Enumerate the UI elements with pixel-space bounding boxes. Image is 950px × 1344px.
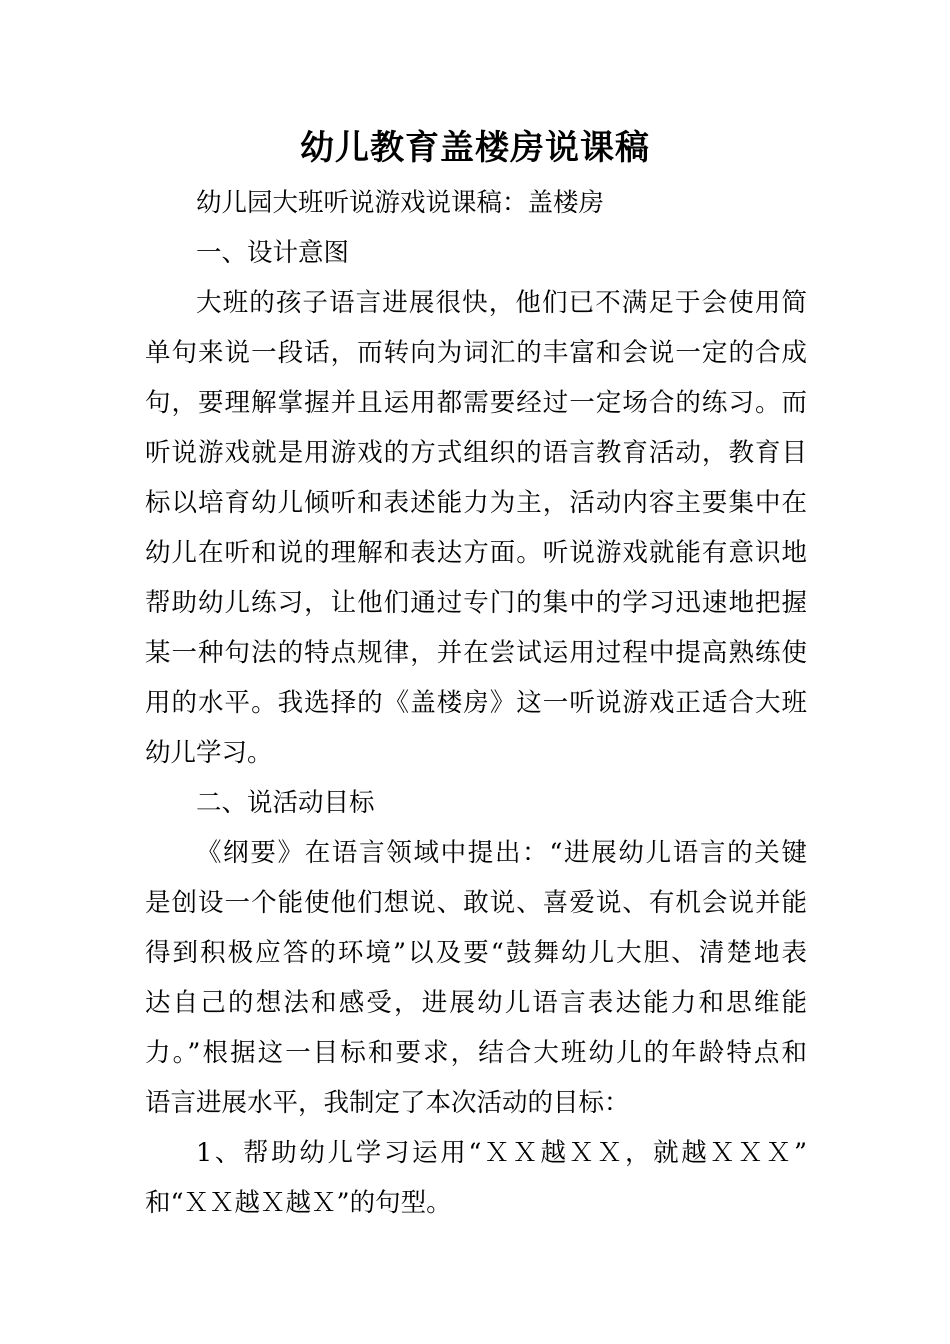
text-line: 幼儿园大班听说游戏说课稿：盖楼房 — [196, 188, 605, 218]
text-line: 标以培育幼儿倾听和表述能力为主，活动内容主要集中在 — [145, 488, 807, 518]
document-title: 幼儿教育盖楼房说课稿 — [300, 128, 650, 168]
text-line: 二、说活动目标 — [196, 788, 375, 818]
document-body — [145, 178, 807, 1228]
text-line: 语言进展水平，我制定了本次活动的目标： — [145, 1088, 630, 1118]
text-line: 1、帮助幼儿学习运用“ＸＸ越ＸＸ，就越ＸＸＸ” — [196, 1138, 807, 1168]
text-line: 帮助幼儿练习，让他们通过专门的集中的学习迅速地把握 — [145, 588, 807, 618]
text-line: 幼儿学习。 — [145, 738, 273, 768]
text-line: 听说游戏就是用游戏的方式组织的语言教育活动，教育目 — [145, 438, 807, 468]
text-line: 《纲要》在语言领域中提出：“进展幼儿语言的关键 — [196, 838, 807, 868]
text-line: 和“ＸＸ越Ｘ越Ｘ”的句型。 — [145, 1188, 452, 1218]
text-line: 一、设计意图 — [196, 238, 350, 268]
text-line: 用的水平。我选择的《盖楼房》这一听说游戏正适合大班 — [145, 688, 807, 718]
text-line: 是创设一个能使他们想说、敢说、喜爱说、有机会说并能 — [145, 888, 807, 918]
text-line: 单句来说一段话，而转向为词汇的丰富和会说一定的合成 — [145, 338, 807, 368]
text-line: 句，要理解掌握并且运用都需要经过一定场合的练习。而 — [145, 388, 807, 418]
text-line: 某一种句法的特点规律，并在尝试运用过程中提高熟练使 — [145, 638, 807, 668]
text-line: 大班的孩子语言进展很快，他们已不满足于会使用简 — [196, 288, 807, 318]
text-line: 达自己的想法和感受，进展幼儿语言表达能力和思维能 — [145, 988, 807, 1018]
text-line: 得到积极应答的环境”以及要“鼓舞幼儿大胆、清楚地表 — [145, 938, 807, 968]
text-line: 力。”根据这一目标和要求，结合大班幼儿的年龄特点和 — [145, 1038, 807, 1068]
text-line: 幼儿在听和说的理解和表达方面。听说游戏就能有意识地 — [145, 538, 807, 568]
